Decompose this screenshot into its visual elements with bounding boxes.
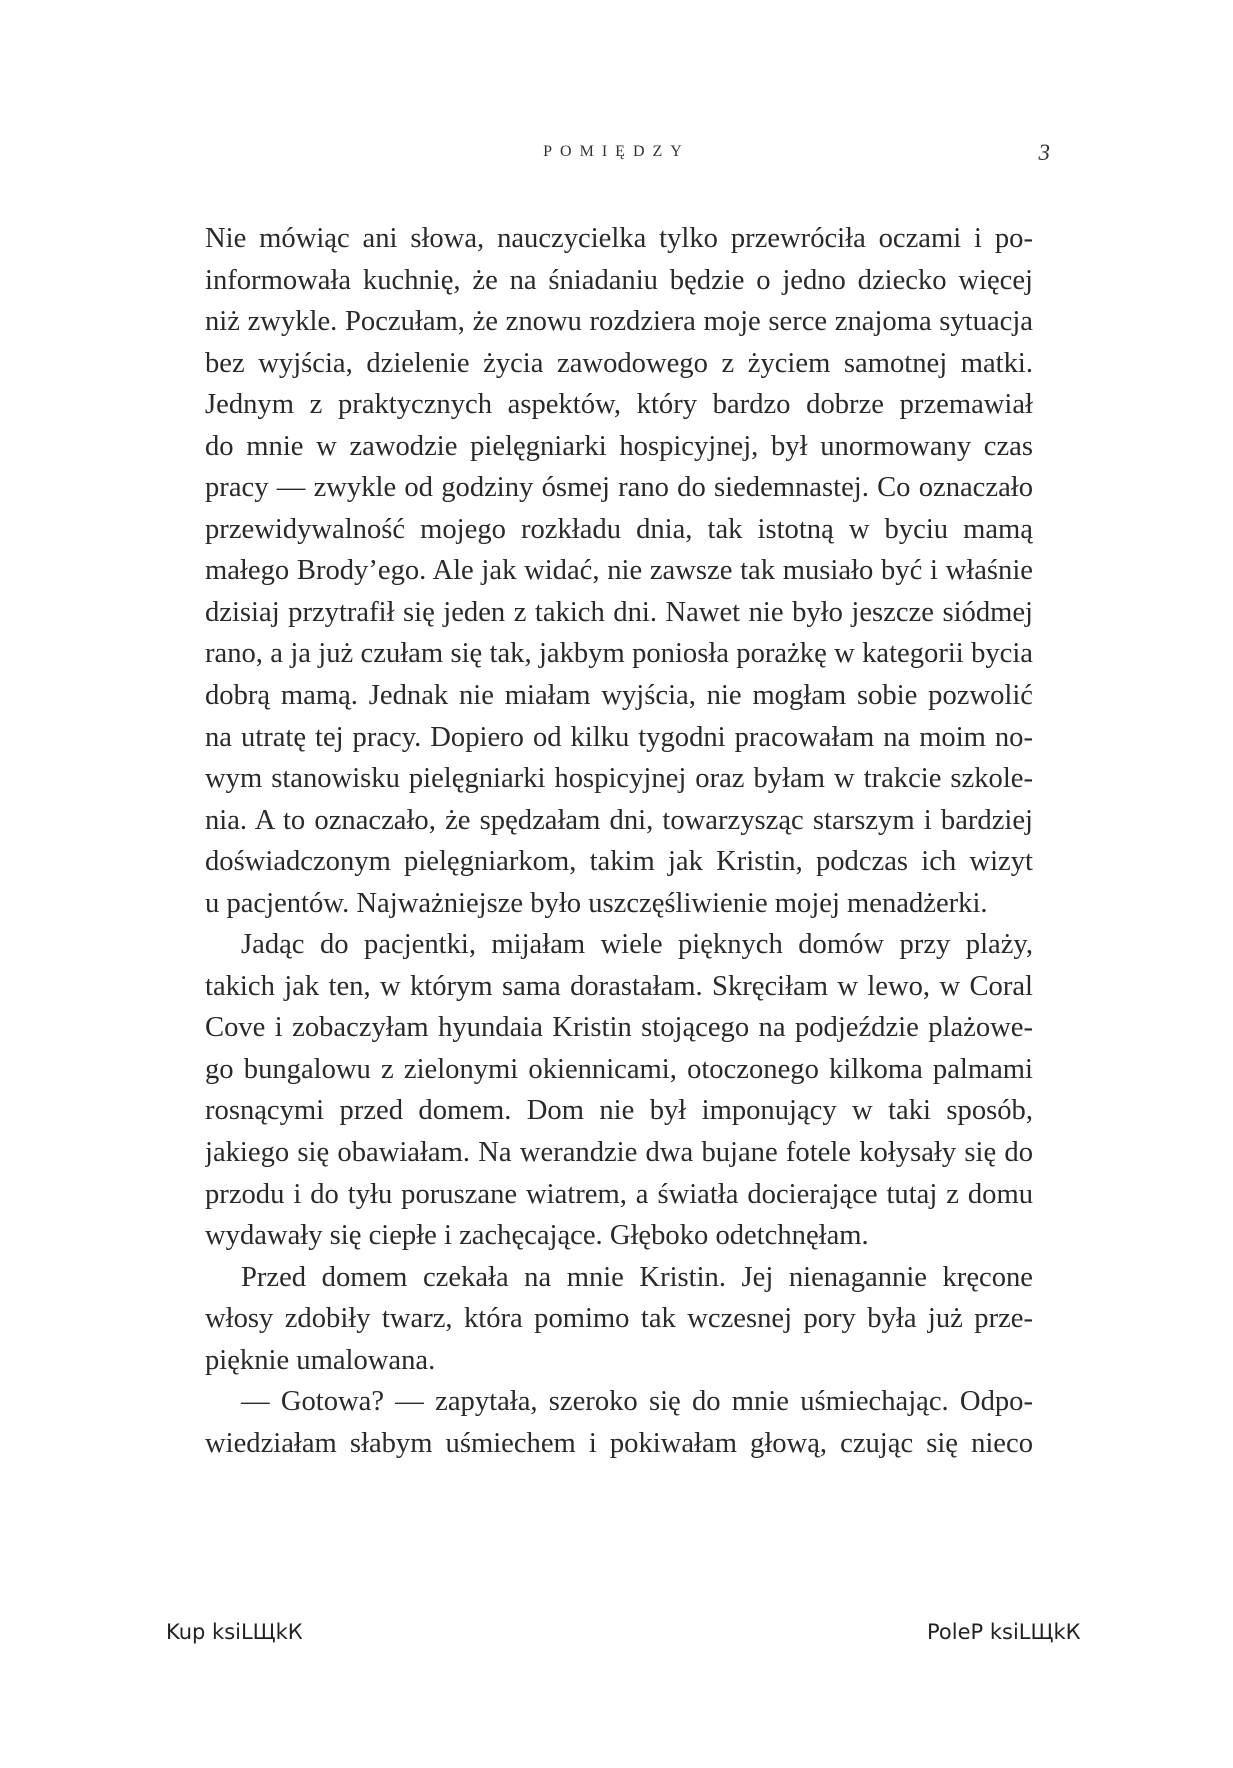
text-line: bez wyjścia, dzielenie życia zawodowego z życiem samotnej matki. xyxy=(205,347,1033,379)
text-line: przodu i do tyłu poruszane wiatrem, a światła docierające tutaj z domu xyxy=(205,1178,1033,1210)
text-line: jakiego się obawiałam. Na werandzie dwa bujane fotele kołysały się do xyxy=(205,1137,1033,1169)
running-head: POMIĘDZY xyxy=(543,143,690,160)
text-line: go bungalowu z zielonymi okiennicami, otoczonego kilkoma palmami xyxy=(205,1053,1033,1085)
body-text xyxy=(205,218,1033,1464)
text-line: do mnie w zawodzie pielęgniarki hospicyjnej, był unormowany czas xyxy=(205,430,1033,462)
text-line: Nie mówiąc ani słowa, nauczycielka tylko przewróciła oczami i po- xyxy=(205,223,1033,254)
recommend-book-link[interactable]: PoleР ksiLЩkК xyxy=(927,1620,1081,1644)
text-line: wym stanowisku pielęgniarki hospicyjnej oraz byłam w trakcie szkole- xyxy=(205,763,1033,795)
text-line: Jadąc do pacjentki, mijałam wiele pięknych domów przy plaży, xyxy=(241,929,1033,961)
text-line: dzisiaj przytrafił się jeden z takich dni. Nawet nie było jeszcze siódmej xyxy=(205,596,1033,628)
text-line: włosy zdobiły twarz, która pomimo tak wczesnej pory była już prze- xyxy=(205,1303,1033,1335)
text-line: informowała kuchnię, że na śniadaniu będzie o jedno dziecko więcej xyxy=(205,264,1033,296)
text-line: takich jak ten, w którym sama dorastałam. Skręciłam w lewo, w Coral xyxy=(205,970,1033,1002)
text-line: u pacjentów. Najważniejsze było uszczęśliwienie mojej menadżerki. xyxy=(205,887,988,919)
text-line: wydawały się ciepłe i zachęcające. Głęboko odetchnęłam. xyxy=(205,1220,869,1252)
text-line: niż zwykle. Poczułam, że znowu rozdziera moje serce znajoma sytuacja xyxy=(205,306,1033,338)
text-line: na utratę tej pracy. Dopiero od kilku tygodni pracowałam na moim no- xyxy=(205,721,1033,753)
page-number: 3 xyxy=(1038,140,1050,165)
paragraph-4 xyxy=(205,1381,1033,1464)
text-line: pięknie umalowana. xyxy=(205,1344,436,1376)
text-line: rano, a ja już czułam się tak, jakbym poniosła porażkę w kategorii bycia xyxy=(205,638,1033,670)
text-line: wiedziałam słabym uśmiechem i pokiwałam głową, czując się nieco xyxy=(205,1427,1033,1459)
text-line: Cove i zobaczyłam hyundaia Kristin stojącego na podjeździe plażowe- xyxy=(205,1012,1033,1044)
text-line: doświadczonym pielęgniarkom, takim jak Kristin, podczas ich wizyt xyxy=(205,846,1033,878)
text-line: dobrą mamą. Jednak nie miałam wyjścia, nie mogłam sobie pozwolić xyxy=(205,680,1033,712)
text-line: przewidywalność mojego rozkładu dnia, tak istotną w byciu mamą xyxy=(205,513,1033,545)
paragraph-3 xyxy=(205,1257,1033,1382)
paragraph-1 xyxy=(205,218,1033,924)
text-line: rosnącymi przed domem. Dom nie był imponujący w taki sposób, xyxy=(205,1095,1033,1127)
text-line: Jednym z praktycznych aspektów, który bardzo dobrze przemawiał xyxy=(205,389,1033,421)
text-line: nia. A to oznaczało, że spędzałam dni, towarzysząc starszym i bardziej xyxy=(205,804,1033,836)
text-line: Przed domem czekała na mnie Kristin. Jej nienagannie kręcone xyxy=(241,1261,1033,1293)
text-line: — Gotowa? — zapytała, szeroko się do mnie uśmiechając. Odpo- xyxy=(241,1386,1033,1418)
text-line: pracy — zwykle od godziny ósmej rano do siedemnastej. Co oznaczało xyxy=(205,472,1033,504)
text-line: małego Brody’ego. Ale jak widać, nie zawsze tak musiało być i właśnie xyxy=(205,555,1033,587)
paragraph-2 xyxy=(205,924,1033,1256)
buy-book-link[interactable]: Kup ksiLЩkК xyxy=(166,1620,303,1644)
